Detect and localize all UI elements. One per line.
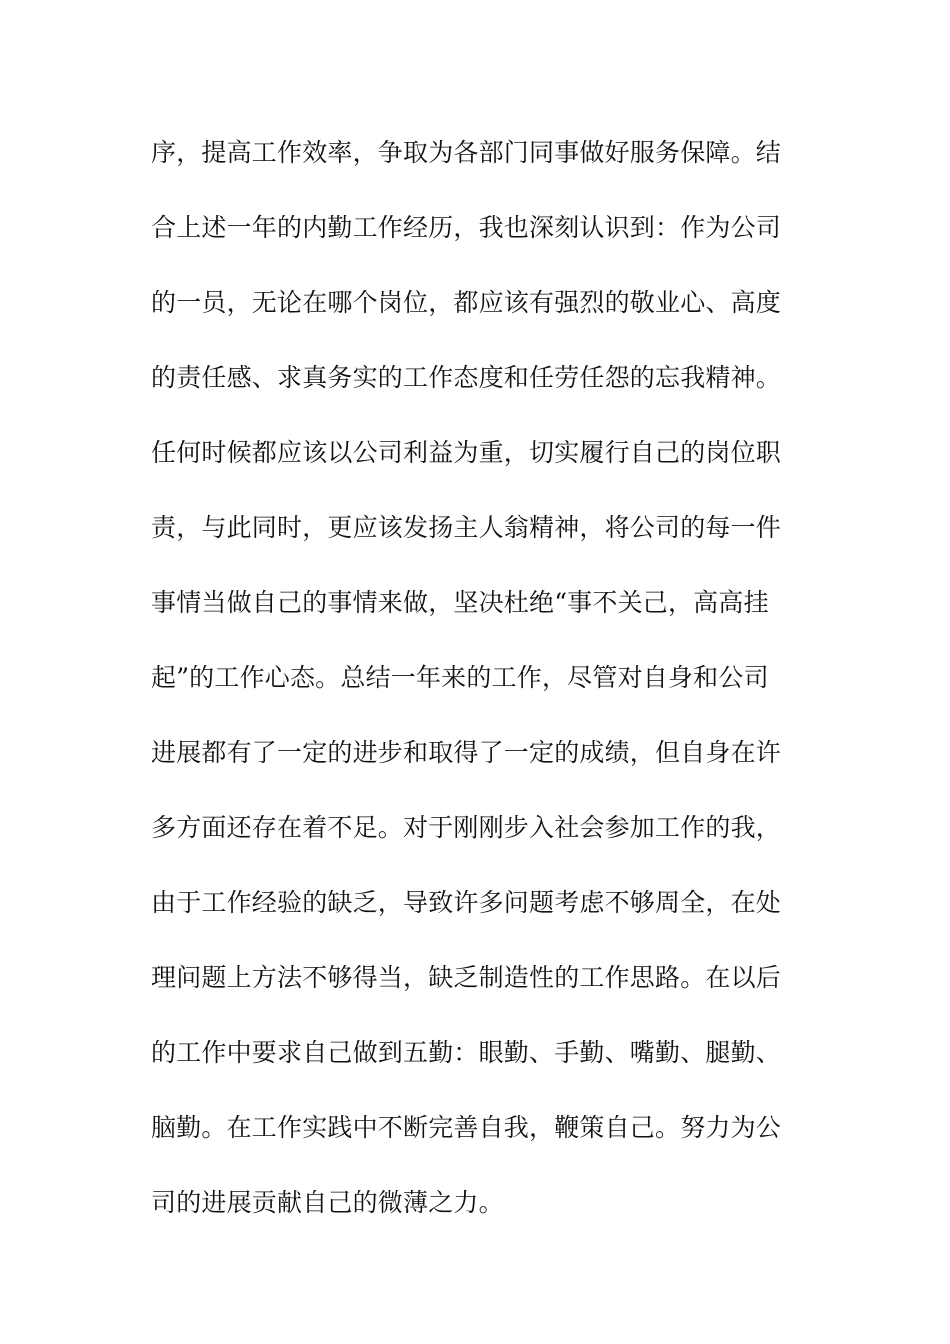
text-line: 司的进展贡献自己的微薄之力。 [151, 1188, 504, 1217]
text-line: 脑勤。在工作实践中不断完善自我，鞭策自己。努力为公 [151, 1113, 782, 1142]
text-line: 多方面还存在着不足。对于刚刚步入社会参加工作的我， [151, 813, 782, 842]
text-line: 事情当做自己的事情来做，坚决杜绝“事不关己，高高挂 [151, 588, 769, 617]
text-line: 序，提高工作效率，争取为各部门同事做好服务保障。结 [151, 138, 782, 167]
text-line: 进展都有了一定的进步和取得了一定的成绩，但自身在许 [151, 738, 782, 767]
text-line: 的一员，无论在哪个岗位，都应该有强烈的敬业心、高度 [151, 288, 782, 317]
text-line: 起”的工作心态。总结一年来的工作，尽管对自身和公司 [151, 663, 769, 692]
text-line: 的工作中要求自己做到五勤：眼勤、手勤、嘴勤、腿勤、 [151, 1038, 782, 1067]
text-line: 责，与此同时，更应该发扬主人翁精神，将公司的每一件 [151, 513, 782, 542]
body-paragraph [151, 133, 811, 1258]
text-line: 合上述一年的内勤工作经历，我也深刻认识到：作为公司 [151, 213, 782, 242]
text-line: 的责任感、求真务实的工作态度和任劳任怨的忘我精神。 [151, 363, 782, 392]
text-line: 理问题上方法不够得当，缺乏制造性的工作思路。在以后 [151, 963, 782, 992]
text-line: 任何时候都应该以公司利益为重，切实履行自己的岗位职 [151, 438, 782, 467]
text-line: 由于工作经验的缺乏，导致许多问题考虑不够周全，在处 [151, 888, 782, 917]
